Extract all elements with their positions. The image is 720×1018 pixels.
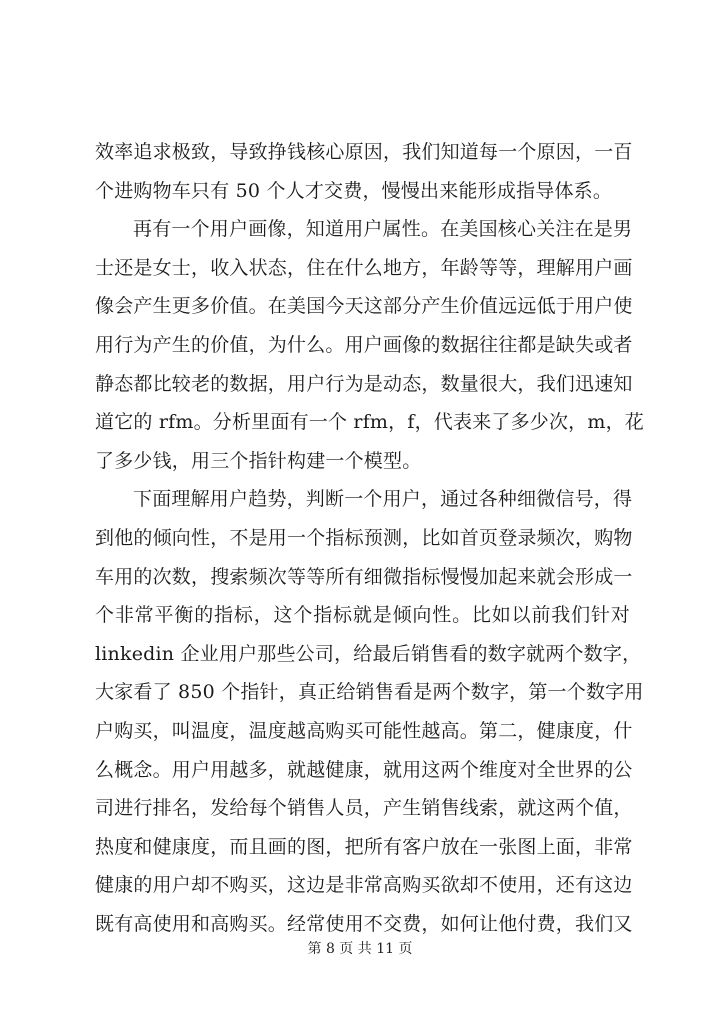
text-line: 大家看了 850 个指针，真正给销售看是两个数字，第一个数字用: [95, 681, 644, 704]
text-line: 静态都比较老的数据，用户行为是动态，数量很大，我们迅速知: [95, 372, 633, 395]
text-line: 士还是女士，收入状态，住在什么地方，年龄等等，理解用户画: [95, 256, 633, 279]
text-line: 个非常平衡的指标，这个指标就是倾向性。比如以前我们针对: [95, 604, 630, 627]
text-line: 健康的用户却不购买，这边是非常高购买欲却不使用，还有这边: [95, 874, 633, 897]
text-line: 到他的倾向性，不是用一个指标预测，比如首页登录频次，购物: [95, 526, 633, 549]
text-line: 效率追求极致，导致挣钱核心原因，我们知道每一个原因，一百: [95, 141, 633, 163]
text-line: 司进行排名，发给每个销售人员，产生销售线索，就这两个值，: [95, 797, 633, 820]
text-line: 户购买，叫温度，温度越高购买可能性越高。第二，健康度，什: [95, 719, 633, 742]
text-line: 了多少钱，用三个指针构建一个模型。: [95, 449, 422, 472]
text-line: 像会产生更多价值。在美国今天这部分产生价值远远低于用户使: [95, 295, 633, 318]
body-text: [95, 133, 644, 943]
text-line: 热度和健康度，而且画的图，把所有客户放在一张图上面，非常: [95, 835, 633, 858]
text-line: 道它的 rfm。分析里面有一个 rfm，f，代表来了多少次，m，花: [95, 411, 644, 434]
text-line: 用行为产生的价值，为什么。用户画像的数据往往都是缺失或者: [95, 333, 633, 356]
text-line: 下面理解用户趋势，判断一个用户，通过各种细微信号，得: [133, 488, 633, 511]
text-line: 再有一个用户画像，知道用户属性。在美国核心关注在是男: [133, 218, 633, 241]
text-line: 么概念。用户用越多，就越健康，就用这两个维度对全世界的公: [95, 758, 633, 781]
page-footer: 第 8 页 共 11 页: [307, 941, 413, 957]
text-line: 车用的次数，搜索频次等等所有细微指标慢慢加起来就会形成一: [95, 565, 633, 588]
text-line: 个进购物车只有 50 个人才交费，慢慢出来能形成指导体系。: [95, 179, 613, 202]
text-line: linkedin 企业用户那些公司，给最后销售看的数字就两个数字，: [95, 642, 642, 665]
text-line: 既有高使用和高购买。经常使用不交费，如何让他付费，我们又: [95, 912, 633, 935]
